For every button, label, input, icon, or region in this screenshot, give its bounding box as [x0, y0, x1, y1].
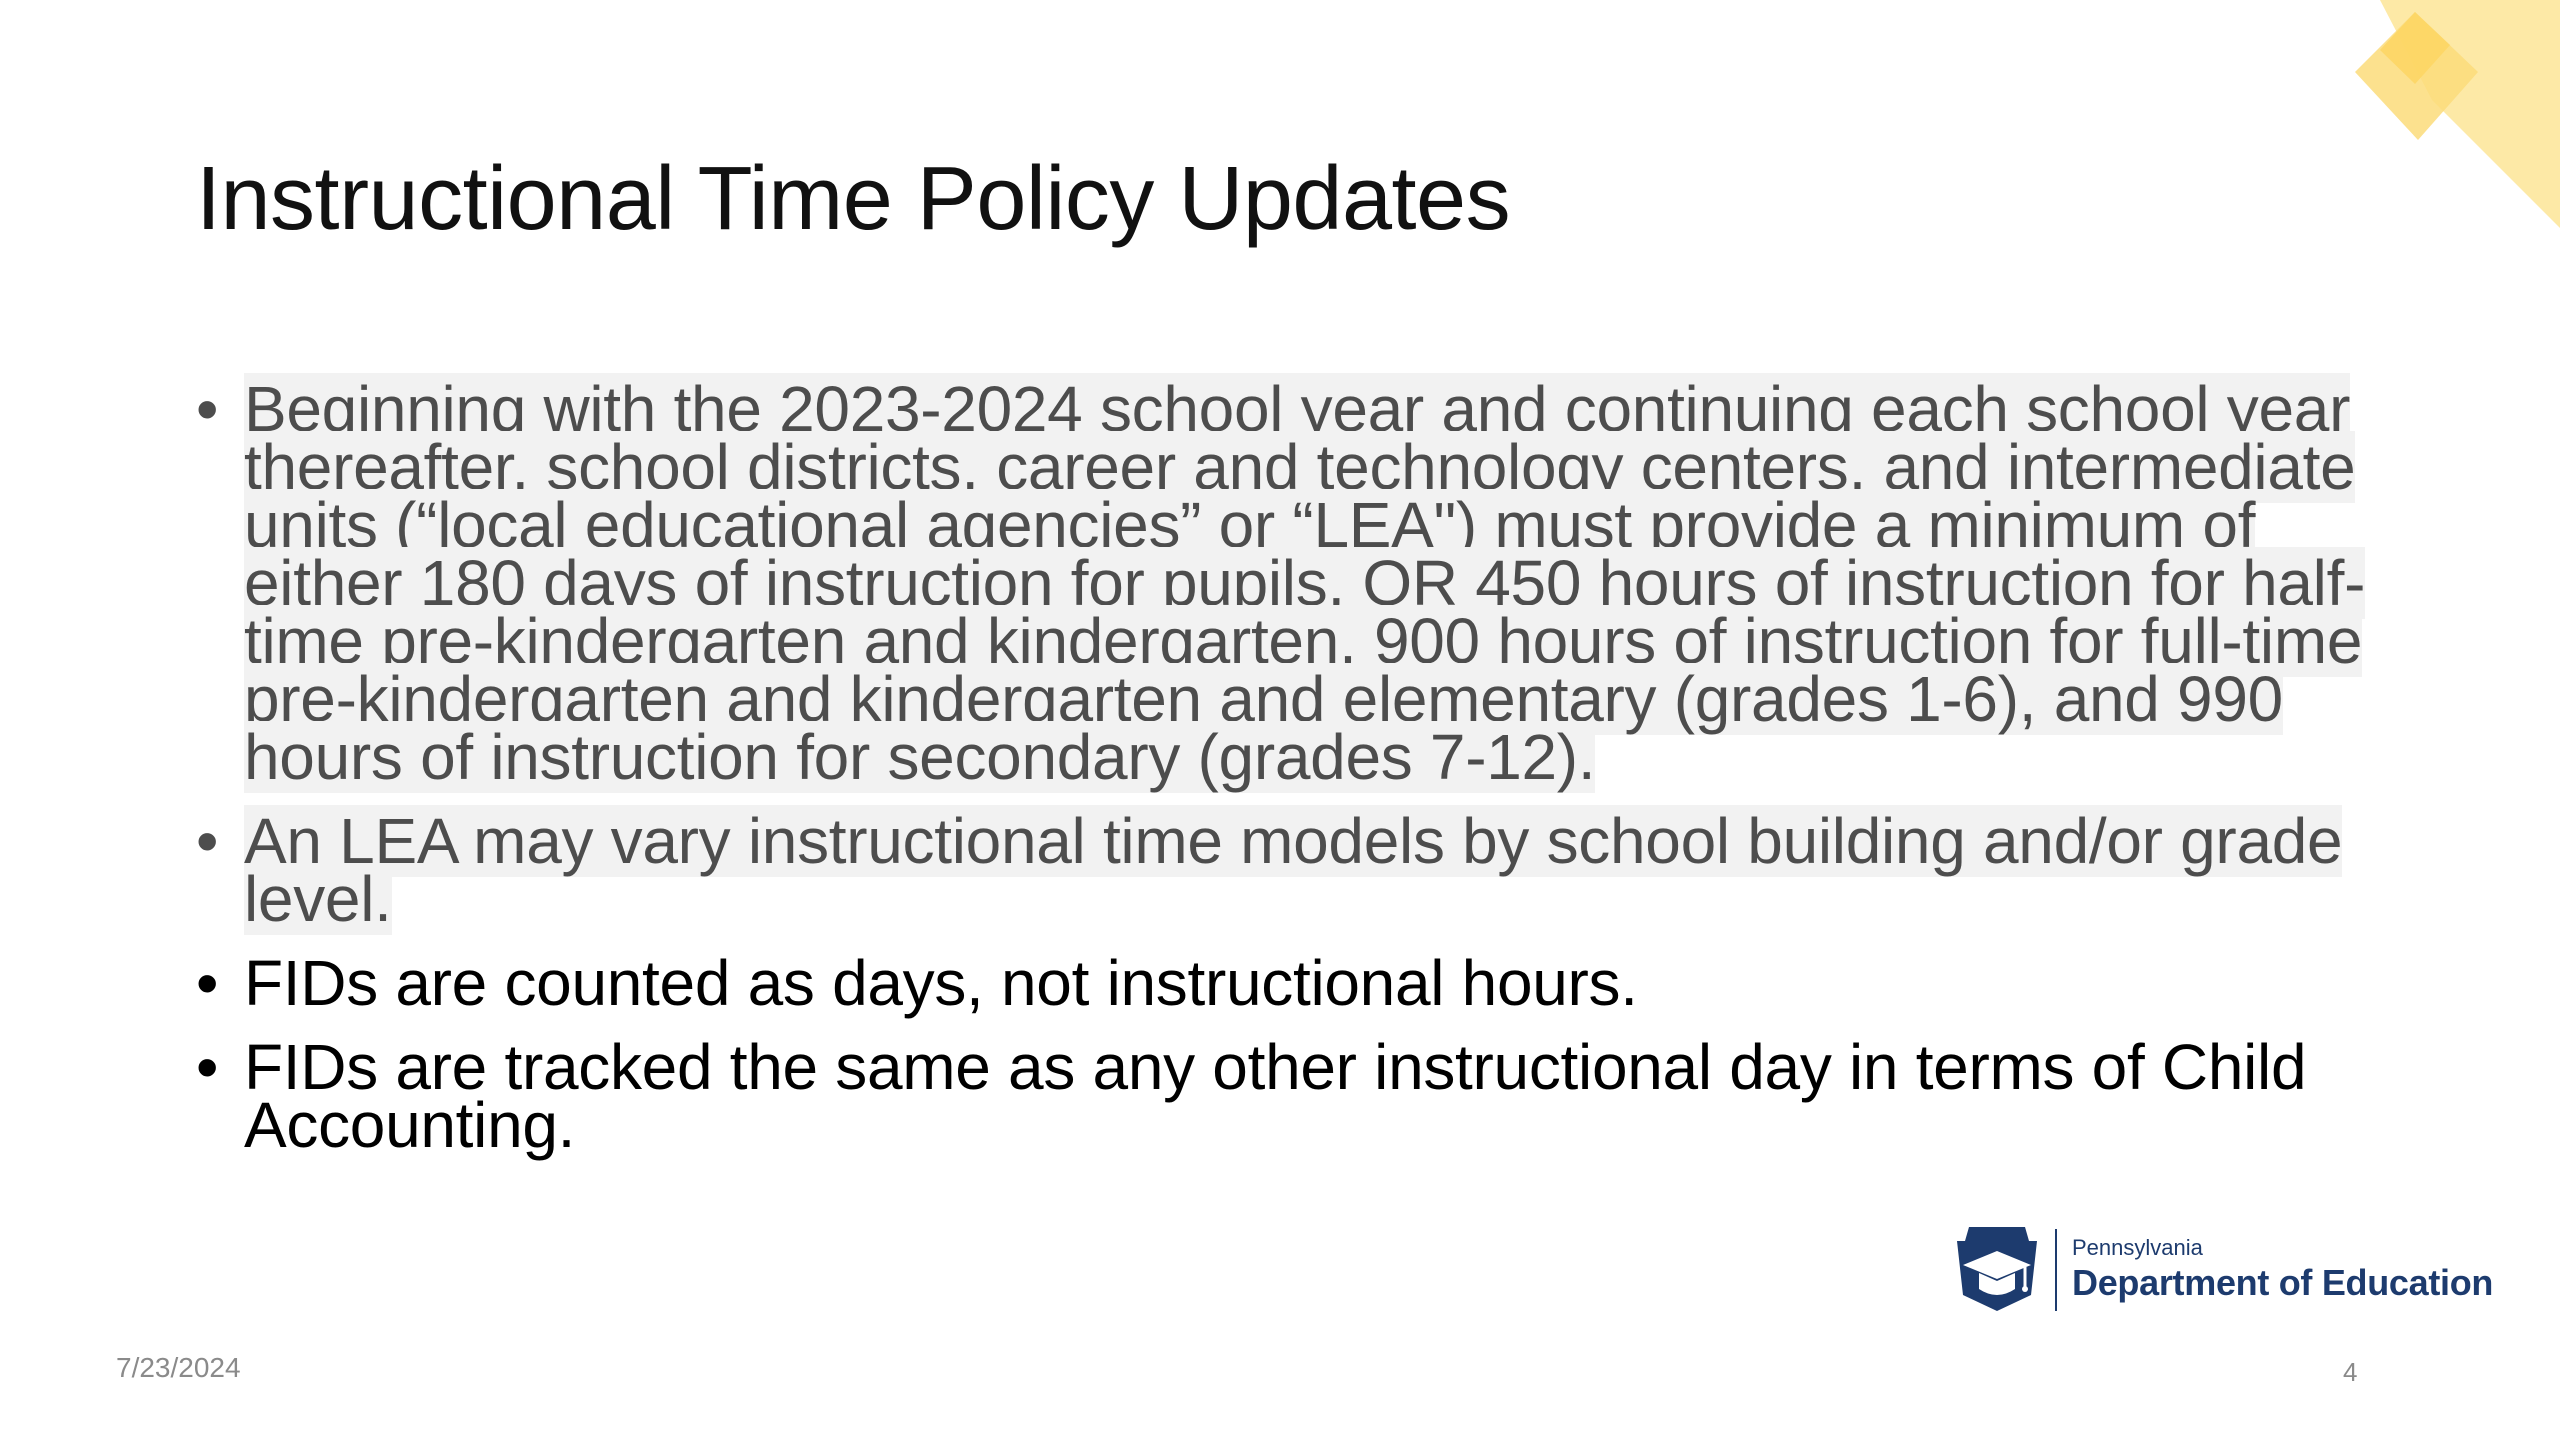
bullet-marker: • [196, 373, 219, 445]
logo-department: Department of Education [2072, 1262, 2494, 1303]
bullet-text: FIDs are tracked the same as any other instructional day in terms of Child Accounting. [244, 1031, 2307, 1161]
bullet-item [196, 373, 2404, 793]
bullet-marker: • [196, 947, 219, 1019]
logo-divider [2055, 1229, 2057, 1311]
footer-date: 7/23/2024 [116, 1352, 241, 1383]
logo-state: Pennsylvania [2072, 1235, 2203, 1260]
slide-title: Instructional Time Policy Updates [196, 149, 1511, 249]
bullet-text: FIDs are counted as days, not instructional hours. [244, 947, 1638, 1019]
bullet-item [196, 805, 2424, 935]
pde-logo [1955, 1225, 2494, 1315]
bullet-marker: • [196, 1031, 219, 1103]
bullet-text: Beginning with the 2023-2024 school year and continuing each school year thereafter, school districts, career and technology centers, and intermediate units (“local educational agencies” or “LEA") must provide a minimum of either 180 days of instruction for pupils, OR 450 hours of instruction for half-time pre-kindergarten and kindergarten, 900 hours of instruction for full-time pre-kindergarten and kindergarten and elementary (grades 1-6), and 990 hours of instruction for secondary (grades 7-12). [244, 373, 2366, 793]
corner-decoration [2300, 0, 2560, 240]
bullet-item [196, 1031, 2424, 1161]
mortarboard-keystone-icon [1955, 1225, 2039, 1313]
page-number: 4 [2343, 1357, 2358, 1387]
bullet-item [196, 947, 2396, 1019]
bullet-marker: • [196, 805, 219, 877]
bullet-list [196, 373, 2396, 1161]
bullet-text: An LEA may vary instructional time models by school building and/or grade level. [244, 805, 2343, 935]
